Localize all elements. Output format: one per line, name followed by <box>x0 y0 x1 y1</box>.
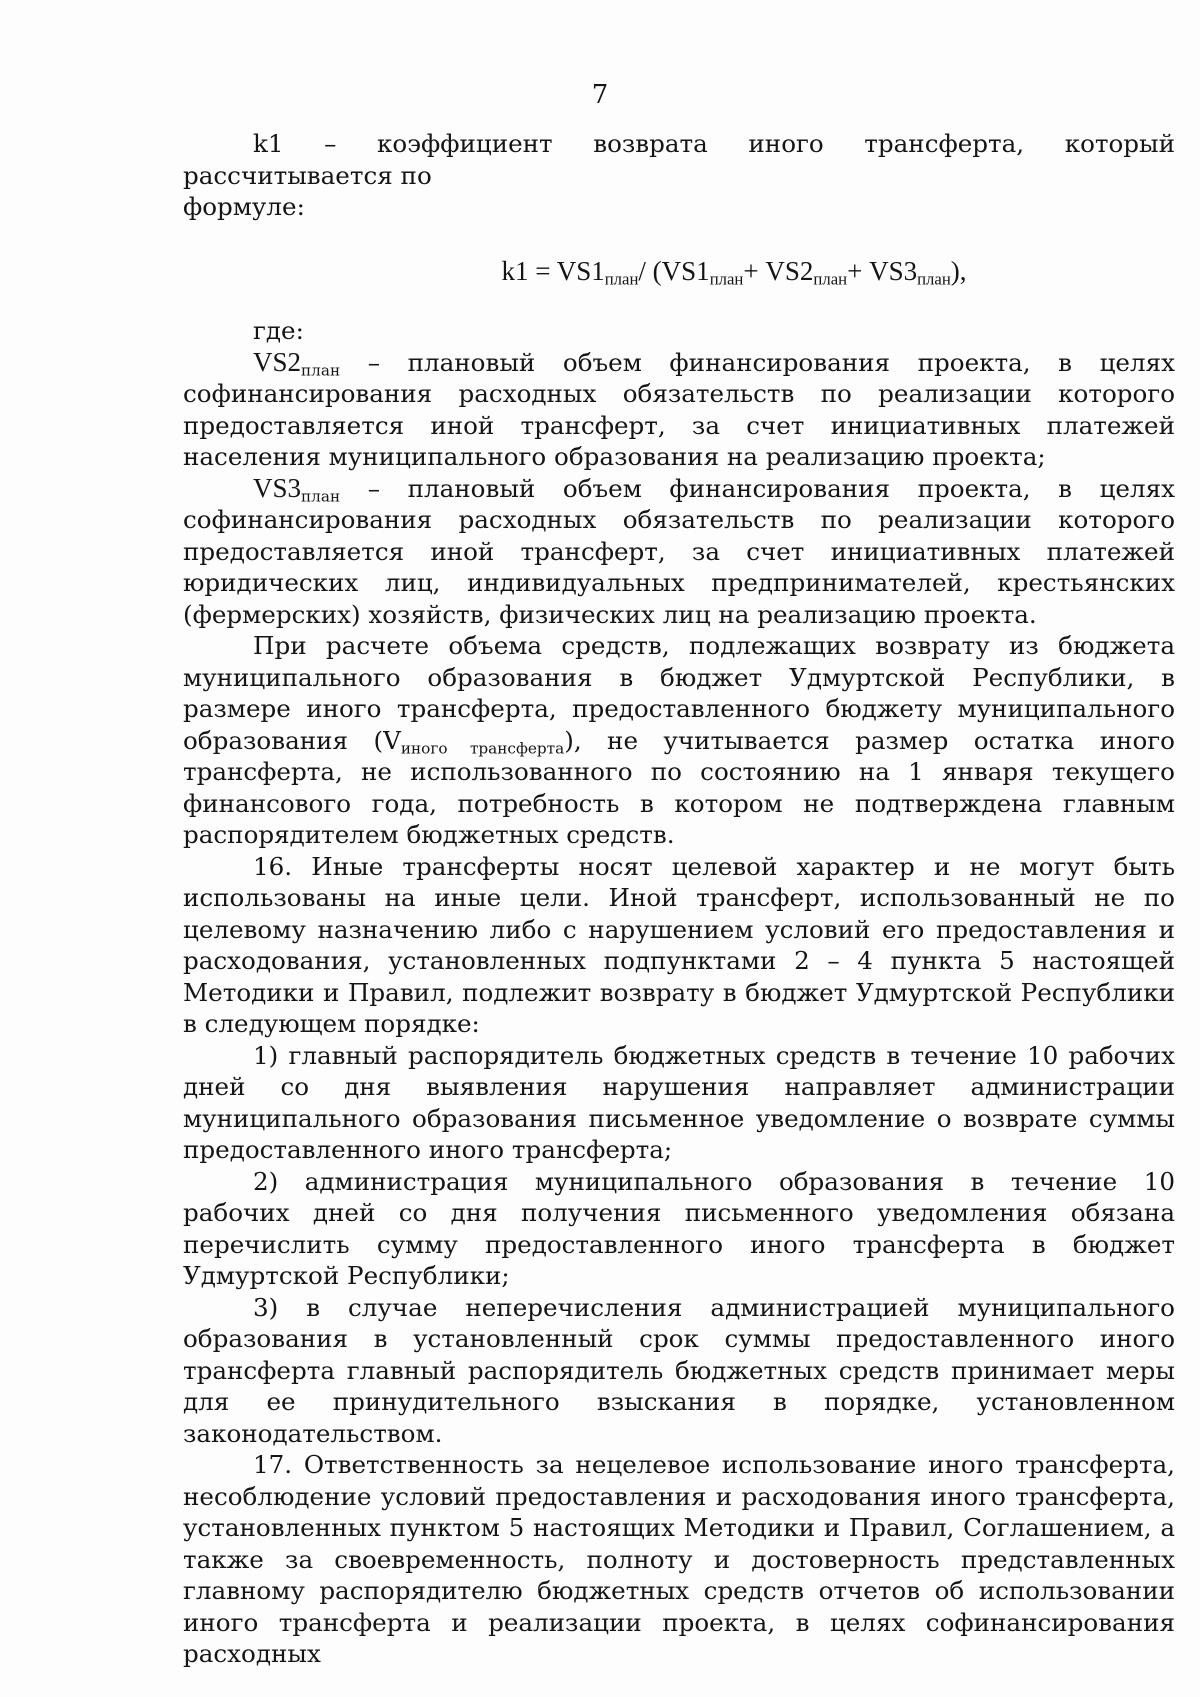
coefficient-definition-continuation: формуле: <box>183 192 305 221</box>
coefficient-definition-lead: k1 – коэффициент возврата иного трансферта, который рассчитывается по <box>183 129 1175 190</box>
vs3-subscript: план <box>301 486 341 505</box>
document-body <box>183 128 1175 1670</box>
coefficient-definition <box>183 128 1175 191</box>
vs3-definition <box>183 473 1175 631</box>
paragraph-17: 17. Ответственность за нецелевое использование иного трансферта, несоблюдение условий предоставления и расходования иного трансферта, установленных пунктом 5 настоящих Методики и Правил, Соглашением, а также за своевременность, полноту и достоверность представленных главному распорядителю бюджетных средств отчетов об использовании иного трансферта и реализации проекта, в целях софинансирования расходных <box>183 1450 1175 1668</box>
vs2-subscript: план <box>301 360 341 379</box>
subitem-1: 1) главный распорядитель бюджетных средств в течение 10 рабочих дней со дня выявления нарушения направляет администрации муниципального образования письменное уведомление о возврате суммы предоставленного иного трансферта; <box>183 1040 1175 1164</box>
subitem-3: 3) в случае неперечисления администрацией муниципального образования в установленный срок суммы предоставленного иного трансферта главный распорядитель бюджетных средств принимает меры для ее принудительного взыскания в порядке, установленном законодательством. <box>183 1292 1175 1448</box>
page-number: 7 <box>591 80 609 110</box>
vs2-text: – плановый объем финансирования проекта, в целях софинансирования расходных обязательств по реализации которого предоставляется иной трансферт, за счет инициативных платежей населения муниципального образования на реализацию проекта; <box>183 347 1175 471</box>
subitem-2: 2) администрация муниципального образования в течение 10 рабочих дней со дня получения письменного уведомления обязана перечислить сумму предоставленного иного трансферта в бюджет Удмуртской Республики; <box>183 1166 1175 1290</box>
return-coefficient-formula: $k1 = VS1_{план}/$ $(VS1_{план}+ VS2_{план}+ VS3_{план})$, <box>501 255 967 289</box>
paragraph-16: 16. Иные трансферты носят целевой характер и не могут быть использованы на иные цели. Иной трансферт, использованный не по целевому назначению либо с нарушением условий его предоставления и расходования, установленных подпунктами 2 – 4 пункта 5 настоящей Методики и Правил, подлежит возврату в бюджет Удмуртской Республики в следующем порядке: <box>183 851 1175 1038</box>
vs3-term: VS3 <box>253 472 302 503</box>
where-label: где: <box>253 316 304 345</box>
vs3-text: – плановый объем финансирования проекта, в целях софинансирования расходных обязательств по реализации которого предоставляется иной трансферт, за счет инициативных платежей юридических лиц, индивидуальных предпринимателей, крестьянских (фермерских) хозяйств, физических лиц на реализацию проекта. <box>183 473 1175 629</box>
vs2-term: VS2 <box>253 346 302 377</box>
vs2-definition <box>183 347 1175 473</box>
calculation-note: При расчете объема средств, подлежащих возврату из бюджета муниципального образования в бюджет Удмуртской Республики, в размере иного трансферта, предоставленного бюджету муниципального образования $(V_{иного трансферта})$, не учитывается размер остатка иного трансферта, не использованного по состоянию на 1 января текущего финансового года, потребность в котором не подтверждена главным распорядителем бюджетных средств. <box>183 631 1175 849</box>
v-subscript: иного трансферта <box>400 738 565 757</box>
